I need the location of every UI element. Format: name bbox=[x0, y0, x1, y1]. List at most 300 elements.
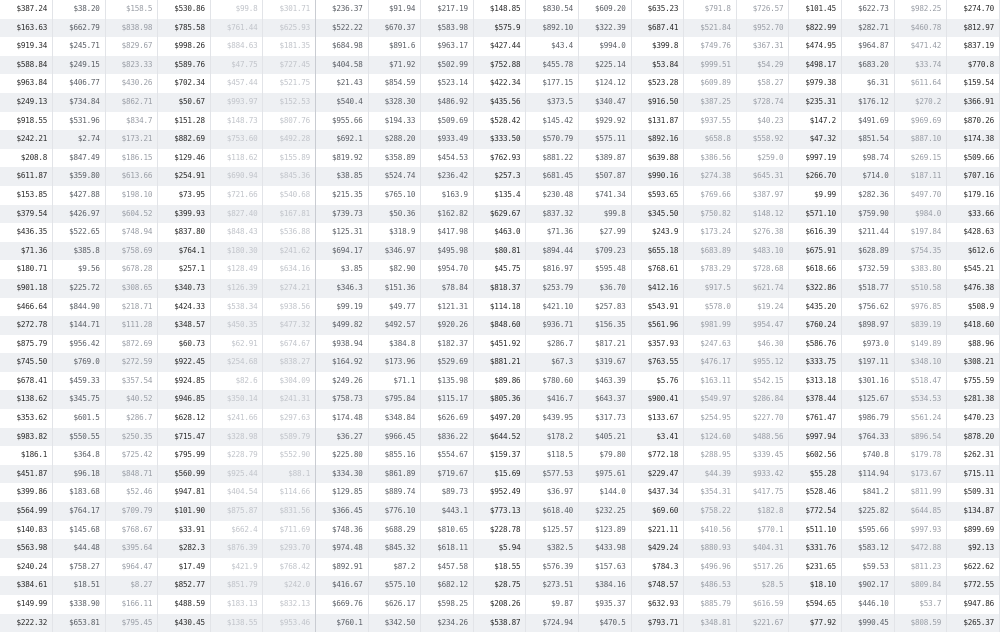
table-cell[interactable]: $152.53 bbox=[263, 93, 316, 112]
table-cell[interactable]: $28.5 bbox=[736, 576, 789, 595]
table-cell[interactable]: $707.16 bbox=[947, 167, 1000, 186]
table-cell[interactable]: $626.69 bbox=[421, 409, 474, 428]
table-cell[interactable]: $2.74 bbox=[53, 130, 106, 149]
table-cell[interactable]: $52.46 bbox=[105, 483, 158, 502]
table-cell[interactable]: $728.68 bbox=[736, 260, 789, 279]
table-cell[interactable]: $227.70 bbox=[736, 409, 789, 428]
table-cell[interactable]: $257.83 bbox=[579, 298, 632, 317]
table-cell[interactable]: $829.67 bbox=[105, 37, 158, 56]
table-cell[interactable]: $78.84 bbox=[421, 279, 474, 298]
table-cell[interactable]: $492.57 bbox=[368, 316, 421, 335]
table-cell[interactable]: $428.63 bbox=[947, 223, 1000, 242]
table-cell[interactable]: $497.20 bbox=[473, 409, 526, 428]
table-cell[interactable]: $353.62 bbox=[0, 409, 53, 428]
table-cell[interactable]: $768.67 bbox=[105, 521, 158, 540]
table-cell[interactable]: $288.95 bbox=[684, 446, 737, 465]
table-cell[interactable]: $760.1 bbox=[316, 614, 369, 632]
table-cell[interactable]: $3.85 bbox=[316, 260, 369, 279]
table-cell[interactable]: $947.86 bbox=[947, 595, 1000, 614]
table-cell[interactable]: $741.34 bbox=[579, 186, 632, 205]
table-cell[interactable]: $952.49 bbox=[473, 483, 526, 502]
table-cell[interactable]: $616.39 bbox=[789, 223, 842, 242]
table-cell[interactable]: $163.11 bbox=[684, 372, 737, 391]
table-cell[interactable]: $281.38 bbox=[947, 390, 1000, 409]
table-cell[interactable]: $159.54 bbox=[947, 74, 1000, 93]
table-cell[interactable]: $250.35 bbox=[105, 428, 158, 447]
table-cell[interactable]: $837.32 bbox=[526, 205, 579, 224]
table-cell[interactable]: $437.34 bbox=[631, 483, 684, 502]
table-cell[interactable]: $274.21 bbox=[263, 279, 316, 298]
table-cell[interactable]: $386.56 bbox=[684, 149, 737, 168]
table-cell[interactable]: $163.9 bbox=[421, 186, 474, 205]
table-cell[interactable]: $404.58 bbox=[316, 56, 369, 75]
table-cell[interactable]: $424.33 bbox=[158, 298, 211, 317]
table-cell[interactable]: $357.54 bbox=[105, 372, 158, 391]
table-cell[interactable]: $875.87 bbox=[210, 502, 263, 521]
table-cell[interactable]: $379.54 bbox=[0, 205, 53, 224]
table-cell[interactable]: $99.8 bbox=[579, 205, 632, 224]
table-cell[interactable]: $632.93 bbox=[631, 595, 684, 614]
table-cell[interactable]: $618.66 bbox=[789, 260, 842, 279]
table-cell[interactable]: $364.8 bbox=[53, 446, 106, 465]
table-cell[interactable]: $542.15 bbox=[736, 372, 789, 391]
table-cell[interactable]: $575.10 bbox=[368, 576, 421, 595]
table-cell[interactable]: $687.41 bbox=[631, 19, 684, 38]
table-cell[interactable]: $36.97 bbox=[526, 483, 579, 502]
table-cell[interactable]: $892.10 bbox=[526, 19, 579, 38]
table-cell[interactable]: $892.91 bbox=[316, 558, 369, 577]
table-cell[interactable]: $613.66 bbox=[105, 167, 158, 186]
table-cell[interactable]: $33.66 bbox=[947, 205, 1000, 224]
table-cell[interactable]: $265.37 bbox=[947, 614, 1000, 632]
table-cell[interactable]: $334.30 bbox=[316, 465, 369, 484]
table-cell[interactable]: $457.58 bbox=[421, 558, 474, 577]
table-cell[interactable]: $847.49 bbox=[53, 149, 106, 168]
table-cell[interactable]: $476.38 bbox=[947, 279, 1000, 298]
table-cell[interactable]: $96.18 bbox=[53, 465, 106, 484]
table-cell[interactable]: $308.65 bbox=[105, 279, 158, 298]
table-cell[interactable]: $384.8 bbox=[368, 335, 421, 354]
table-cell[interactable]: $58.27 bbox=[736, 74, 789, 93]
table-cell[interactable]: $545.21 bbox=[947, 260, 1000, 279]
table-cell[interactable]: $88.96 bbox=[947, 335, 1000, 354]
table-cell[interactable]: $653.81 bbox=[53, 614, 106, 632]
table-cell[interactable]: $609.89 bbox=[684, 74, 737, 93]
table-cell[interactable]: $838.27 bbox=[263, 353, 316, 372]
table-cell[interactable]: $938.94 bbox=[316, 335, 369, 354]
table-cell[interactable]: $528.42 bbox=[473, 112, 526, 131]
table-cell[interactable]: $180.30 bbox=[210, 242, 263, 261]
table-cell[interactable]: $71.36 bbox=[526, 223, 579, 242]
table-cell[interactable]: $554.67 bbox=[421, 446, 474, 465]
table-cell[interactable]: $749.76 bbox=[684, 37, 737, 56]
table-cell[interactable]: $230.48 bbox=[526, 186, 579, 205]
table-cell[interactable]: $194.33 bbox=[368, 112, 421, 131]
table-cell[interactable]: $38.85 bbox=[316, 167, 369, 186]
table-cell[interactable]: $983.82 bbox=[0, 428, 53, 447]
table-cell[interactable]: $208.26 bbox=[473, 595, 526, 614]
table-cell[interactable]: $232.25 bbox=[579, 502, 632, 521]
table-cell[interactable]: $758.69 bbox=[105, 242, 158, 261]
table-cell[interactable]: $88.1 bbox=[263, 465, 316, 484]
table-cell[interactable]: $586.76 bbox=[789, 335, 842, 354]
table-cell[interactable]: $602.56 bbox=[789, 446, 842, 465]
table-cell[interactable]: $938.56 bbox=[263, 298, 316, 317]
table-cell[interactable]: $924.85 bbox=[158, 372, 211, 391]
table-cell[interactable]: $604.52 bbox=[105, 205, 158, 224]
table-cell[interactable]: $46.30 bbox=[736, 335, 789, 354]
table-cell[interactable]: $758.22 bbox=[684, 502, 737, 521]
table-cell[interactable]: $225.72 bbox=[53, 279, 106, 298]
table-cell[interactable]: $319.67 bbox=[579, 353, 632, 372]
table-cell[interactable]: $358.89 bbox=[368, 149, 421, 168]
table-cell[interactable]: $538.34 bbox=[210, 298, 263, 317]
table-cell[interactable]: $486.92 bbox=[421, 93, 474, 112]
table-cell[interactable]: $50.36 bbox=[368, 205, 421, 224]
table-cell[interactable]: $577.53 bbox=[526, 465, 579, 484]
table-cell[interactable]: $966.45 bbox=[368, 428, 421, 447]
table-cell[interactable]: $405.21 bbox=[579, 428, 632, 447]
table-cell[interactable]: $511.10 bbox=[789, 521, 842, 540]
table-cell[interactable]: $530.86 bbox=[158, 0, 211, 19]
table-cell[interactable]: $612.6 bbox=[947, 242, 1000, 261]
table-cell[interactable]: $681.45 bbox=[526, 167, 579, 186]
table-cell[interactable]: $144.71 bbox=[53, 316, 106, 335]
table-cell[interactable]: $900.41 bbox=[631, 390, 684, 409]
table-cell[interactable]: $678.28 bbox=[105, 260, 158, 279]
table-cell[interactable]: $138.62 bbox=[0, 390, 53, 409]
table-cell[interactable]: $772.54 bbox=[789, 502, 842, 521]
table-cell[interactable]: $854.59 bbox=[368, 74, 421, 93]
table-cell[interactable]: $21.43 bbox=[316, 74, 369, 93]
table-cell[interactable]: $348.84 bbox=[368, 409, 421, 428]
table-cell[interactable]: $340.73 bbox=[158, 279, 211, 298]
table-cell[interactable]: $173.21 bbox=[105, 130, 158, 149]
table-cell[interactable]: $40.52 bbox=[105, 390, 158, 409]
table-cell[interactable]: $827.40 bbox=[210, 205, 263, 224]
table-cell[interactable]: $768.61 bbox=[631, 260, 684, 279]
table-cell[interactable]: $795.45 bbox=[105, 614, 158, 632]
table-cell[interactable]: $518.77 bbox=[842, 279, 895, 298]
table-cell[interactable]: $819.92 bbox=[316, 149, 369, 168]
table-cell[interactable]: $956.42 bbox=[53, 335, 106, 354]
table-cell[interactable]: $644.85 bbox=[894, 502, 947, 521]
table-cell[interactable]: $761.47 bbox=[789, 409, 842, 428]
table-cell[interactable]: $982.25 bbox=[894, 0, 947, 19]
table-cell[interactable]: $317.73 bbox=[579, 409, 632, 428]
table-cell[interactable]: $754.35 bbox=[894, 242, 947, 261]
table-cell[interactable]: $748.36 bbox=[316, 521, 369, 540]
table-cell[interactable]: $994.0 bbox=[579, 37, 632, 56]
table-cell[interactable]: $823.33 bbox=[105, 56, 158, 75]
table-cell[interactable]: $174.38 bbox=[947, 130, 1000, 149]
table-cell[interactable]: $817.21 bbox=[579, 335, 632, 354]
table-cell[interactable]: $848.60 bbox=[473, 316, 526, 335]
table-cell[interactable]: $880.93 bbox=[684, 539, 737, 558]
table-cell[interactable]: $622.62 bbox=[947, 558, 1000, 577]
table-cell[interactable]: $809.84 bbox=[894, 576, 947, 595]
table-cell[interactable]: $186.15 bbox=[105, 149, 158, 168]
table-cell[interactable]: $885.79 bbox=[684, 595, 737, 614]
table-cell[interactable]: $618.11 bbox=[421, 539, 474, 558]
table-cell[interactable]: $114.94 bbox=[842, 465, 895, 484]
table-cell[interactable]: $5.76 bbox=[631, 372, 684, 391]
table-cell[interactable]: $981.99 bbox=[684, 316, 737, 335]
table-cell[interactable]: $131.87 bbox=[631, 112, 684, 131]
table-cell[interactable]: $99.8 bbox=[210, 0, 263, 19]
table-cell[interactable]: $538.87 bbox=[473, 614, 526, 632]
table-cell[interactable]: $187.11 bbox=[894, 167, 947, 186]
table-cell[interactable]: $318.9 bbox=[368, 223, 421, 242]
table-cell[interactable]: $785.58 bbox=[158, 19, 211, 38]
table-cell[interactable]: $446.10 bbox=[842, 595, 895, 614]
table-cell[interactable]: $149.99 bbox=[0, 595, 53, 614]
table-cell[interactable]: $845.32 bbox=[368, 539, 421, 558]
table-cell[interactable]: $997.19 bbox=[789, 149, 842, 168]
table-cell[interactable]: $748.94 bbox=[105, 223, 158, 242]
table-cell[interactable]: $611.64 bbox=[894, 74, 947, 93]
table-cell[interactable]: $626.17 bbox=[368, 595, 421, 614]
table-cell[interactable]: $124.60 bbox=[684, 428, 737, 447]
table-cell[interactable]: $366.91 bbox=[947, 93, 1000, 112]
table-cell[interactable]: $339.45 bbox=[736, 446, 789, 465]
table-cell[interactable]: $770.1 bbox=[736, 521, 789, 540]
table-cell[interactable]: $421.9 bbox=[210, 558, 263, 577]
table-cell[interactable]: $954.47 bbox=[736, 316, 789, 335]
table-cell[interactable]: $345.75 bbox=[53, 390, 106, 409]
table-cell[interactable]: $776.10 bbox=[368, 502, 421, 521]
table-cell[interactable]: $936.71 bbox=[526, 316, 579, 335]
table-cell[interactable]: $241.31 bbox=[263, 390, 316, 409]
table-cell[interactable]: $498.17 bbox=[789, 56, 842, 75]
table-cell[interactable]: $157.63 bbox=[579, 558, 632, 577]
table-cell[interactable]: $919.34 bbox=[0, 37, 53, 56]
table-cell[interactable]: $674.67 bbox=[263, 335, 316, 354]
table-cell[interactable]: $125.31 bbox=[316, 223, 369, 242]
table-cell[interactable]: $756.62 bbox=[842, 298, 895, 317]
table-cell[interactable]: $483.10 bbox=[736, 242, 789, 261]
table-cell[interactable]: $45.75 bbox=[473, 260, 526, 279]
table-cell[interactable]: $183.68 bbox=[53, 483, 106, 502]
table-cell[interactable]: $884.63 bbox=[210, 37, 263, 56]
table-cell[interactable]: $53.7 bbox=[894, 595, 947, 614]
table-cell[interactable]: $625.93 bbox=[263, 19, 316, 38]
table-cell[interactable]: $129.85 bbox=[316, 483, 369, 502]
table-cell[interactable]: $536.88 bbox=[263, 223, 316, 242]
table-cell[interactable]: $589.79 bbox=[263, 428, 316, 447]
table-cell[interactable]: $50.67 bbox=[158, 93, 211, 112]
table-cell[interactable]: $644.52 bbox=[473, 428, 526, 447]
table-cell[interactable]: $684.98 bbox=[316, 37, 369, 56]
table-cell[interactable]: $622.73 bbox=[842, 0, 895, 19]
table-cell[interactable]: $472.88 bbox=[894, 539, 947, 558]
table-cell[interactable]: $71.92 bbox=[368, 56, 421, 75]
table-cell[interactable]: $159.37 bbox=[473, 446, 526, 465]
table-cell[interactable]: $67.3 bbox=[526, 353, 579, 372]
table-cell[interactable]: $902.17 bbox=[842, 576, 895, 595]
table-cell[interactable]: $15.69 bbox=[473, 465, 526, 484]
table-cell[interactable]: $540.68 bbox=[263, 186, 316, 205]
table-cell[interactable]: $540.4 bbox=[316, 93, 369, 112]
table-cell[interactable]: $451.87 bbox=[0, 465, 53, 484]
table-cell[interactable]: $118.62 bbox=[210, 149, 263, 168]
table-cell[interactable]: $658.8 bbox=[684, 130, 737, 149]
table-cell[interactable]: $173.67 bbox=[894, 465, 947, 484]
table-cell[interactable]: $342.50 bbox=[368, 614, 421, 632]
table-cell[interactable]: $262.31 bbox=[947, 446, 1000, 465]
table-cell[interactable]: $33.74 bbox=[894, 56, 947, 75]
table-cell[interactable]: $460.78 bbox=[894, 19, 947, 38]
table-cell[interactable]: $286.7 bbox=[105, 409, 158, 428]
table-cell[interactable]: $333.50 bbox=[473, 130, 526, 149]
table-cell[interactable]: $135.4 bbox=[473, 186, 526, 205]
table-cell[interactable]: $759.90 bbox=[842, 205, 895, 224]
table-cell[interactable]: $459.33 bbox=[53, 372, 106, 391]
table-cell[interactable]: $417.98 bbox=[421, 223, 474, 242]
table-cell[interactable]: $17.49 bbox=[158, 558, 211, 577]
table-cell[interactable]: $882.69 bbox=[158, 130, 211, 149]
table-cell[interactable]: $221.11 bbox=[631, 521, 684, 540]
table-cell[interactable]: $322.86 bbox=[789, 279, 842, 298]
table-cell[interactable]: $811.23 bbox=[894, 558, 947, 577]
table-cell[interactable]: $845.36 bbox=[263, 167, 316, 186]
table-cell[interactable]: $795.99 bbox=[158, 446, 211, 465]
table-cell[interactable]: $917.5 bbox=[684, 279, 737, 298]
table-cell[interactable]: $387.97 bbox=[736, 186, 789, 205]
table-cell[interactable]: $174.48 bbox=[316, 409, 369, 428]
table-cell[interactable]: $3.41 bbox=[631, 428, 684, 447]
table-cell[interactable]: $682.12 bbox=[421, 576, 474, 595]
table-cell[interactable]: $73.95 bbox=[158, 186, 211, 205]
table-cell[interactable]: $273.51 bbox=[526, 576, 579, 595]
table-cell[interactable]: $524.74 bbox=[368, 167, 421, 186]
table-cell[interactable]: $286.7 bbox=[526, 335, 579, 354]
table-cell[interactable]: $354.31 bbox=[684, 483, 737, 502]
table-cell[interactable]: $410.56 bbox=[684, 521, 737, 540]
table-cell[interactable]: $228.78 bbox=[473, 521, 526, 540]
table-cell[interactable]: $611.87 bbox=[0, 167, 53, 186]
table-cell[interactable]: $628.89 bbox=[842, 242, 895, 261]
table-cell[interactable]: $881.22 bbox=[526, 149, 579, 168]
table-cell[interactable]: $340.47 bbox=[579, 93, 632, 112]
table-cell[interactable]: $848.43 bbox=[210, 223, 263, 242]
table-cell[interactable]: $404.54 bbox=[210, 483, 263, 502]
table-cell[interactable]: $82.6 bbox=[210, 372, 263, 391]
table-cell[interactable]: $92.13 bbox=[947, 539, 1000, 558]
table-cell[interactable]: $594.65 bbox=[789, 595, 842, 614]
table-cell[interactable]: $734.84 bbox=[53, 93, 106, 112]
table-cell[interactable]: $509.69 bbox=[421, 112, 474, 131]
table-cell[interactable]: $583.98 bbox=[421, 19, 474, 38]
table-cell[interactable]: $807.76 bbox=[263, 112, 316, 131]
table-cell[interactable]: $894.44 bbox=[526, 242, 579, 261]
table-cell[interactable]: $357.93 bbox=[631, 335, 684, 354]
table-cell[interactable]: $768.42 bbox=[263, 558, 316, 577]
table-cell[interactable]: $488.59 bbox=[158, 595, 211, 614]
table-cell[interactable]: $963.84 bbox=[0, 74, 53, 93]
table-cell[interactable]: $378.44 bbox=[789, 390, 842, 409]
table-cell[interactable]: $148.12 bbox=[736, 205, 789, 224]
table-cell[interactable]: $769.66 bbox=[684, 186, 737, 205]
table-cell[interactable]: $151.36 bbox=[368, 279, 421, 298]
table-cell[interactable]: $79.80 bbox=[579, 446, 632, 465]
table-cell[interactable]: $417.75 bbox=[736, 483, 789, 502]
table-cell[interactable]: $247.63 bbox=[684, 335, 737, 354]
table-cell[interactable]: $421.10 bbox=[526, 298, 579, 317]
table-cell[interactable]: $133.67 bbox=[631, 409, 684, 428]
table-cell[interactable]: $178.2 bbox=[526, 428, 579, 447]
table-cell[interactable]: $851.79 bbox=[210, 576, 263, 595]
table-cell[interactable]: $732.59 bbox=[842, 260, 895, 279]
table-cell[interactable]: $887.10 bbox=[894, 130, 947, 149]
table-cell[interactable]: $760.24 bbox=[789, 316, 842, 335]
table-cell[interactable]: $955.12 bbox=[736, 353, 789, 372]
table-cell[interactable]: $694.17 bbox=[316, 242, 369, 261]
table-cell[interactable]: $225.80 bbox=[316, 446, 369, 465]
table-cell[interactable]: $155.89 bbox=[263, 149, 316, 168]
table-cell[interactable]: $179.16 bbox=[947, 186, 1000, 205]
table-cell[interactable]: $973.0 bbox=[842, 335, 895, 354]
table-cell[interactable]: $719.67 bbox=[421, 465, 474, 484]
table-cell[interactable]: $36.27 bbox=[316, 428, 369, 447]
table-cell[interactable]: $933.49 bbox=[421, 130, 474, 149]
table-cell[interactable]: $491.69 bbox=[842, 112, 895, 131]
table-cell[interactable]: $33.91 bbox=[158, 521, 211, 540]
table-cell[interactable]: $9.87 bbox=[526, 595, 579, 614]
table-cell[interactable]: $389.87 bbox=[579, 149, 632, 168]
table-cell[interactable]: $297.63 bbox=[263, 409, 316, 428]
table-cell[interactable]: $345.50 bbox=[631, 205, 684, 224]
table-cell[interactable]: $764.1 bbox=[158, 242, 211, 261]
table-cell[interactable]: $186.1 bbox=[0, 446, 53, 465]
table-cell[interactable]: $148.73 bbox=[210, 112, 263, 131]
table-cell[interactable]: $367.31 bbox=[736, 37, 789, 56]
table-cell[interactable]: $387.25 bbox=[684, 93, 737, 112]
table-cell[interactable]: $463.0 bbox=[473, 223, 526, 242]
table-cell[interactable]: $521.75 bbox=[263, 74, 316, 93]
table-cell[interactable]: $125.57 bbox=[526, 521, 579, 540]
table-cell[interactable]: $851.54 bbox=[842, 130, 895, 149]
table-cell[interactable]: $758.73 bbox=[316, 390, 369, 409]
table-cell[interactable]: $99.19 bbox=[316, 298, 369, 317]
table-cell[interactable]: $837.80 bbox=[158, 223, 211, 242]
table-cell[interactable]: $115.17 bbox=[421, 390, 474, 409]
table-cell[interactable]: $763.55 bbox=[631, 353, 684, 372]
table-cell[interactable]: $470.23 bbox=[947, 409, 1000, 428]
table-cell[interactable]: $240.24 bbox=[0, 558, 53, 577]
table-cell[interactable]: $772.55 bbox=[947, 576, 1000, 595]
table-cell[interactable]: $249.13 bbox=[0, 93, 53, 112]
table-cell[interactable]: $964.87 bbox=[842, 37, 895, 56]
table-cell[interactable]: $752.88 bbox=[473, 56, 526, 75]
table-cell[interactable]: $805.36 bbox=[473, 390, 526, 409]
table-cell[interactable]: $151.28 bbox=[158, 112, 211, 131]
table-cell[interactable]: $243.9 bbox=[631, 223, 684, 242]
table-cell[interactable]: $241.62 bbox=[263, 242, 316, 261]
table-cell[interactable]: $257.1 bbox=[158, 260, 211, 279]
table-cell[interactable]: $348.57 bbox=[158, 316, 211, 335]
table-cell[interactable]: $346.97 bbox=[368, 242, 421, 261]
table-cell[interactable]: $598.25 bbox=[421, 595, 474, 614]
table-cell[interactable]: $862.71 bbox=[105, 93, 158, 112]
table-cell[interactable]: $53.84 bbox=[631, 56, 684, 75]
table-cell[interactable]: $47.32 bbox=[789, 130, 842, 149]
table-cell[interactable]: $242.0 bbox=[263, 576, 316, 595]
table-cell[interactable]: $176.12 bbox=[842, 93, 895, 112]
table-cell[interactable]: $8.27 bbox=[105, 576, 158, 595]
table-cell[interactable]: $9.56 bbox=[53, 260, 106, 279]
table-cell[interactable]: $49.77 bbox=[368, 298, 421, 317]
